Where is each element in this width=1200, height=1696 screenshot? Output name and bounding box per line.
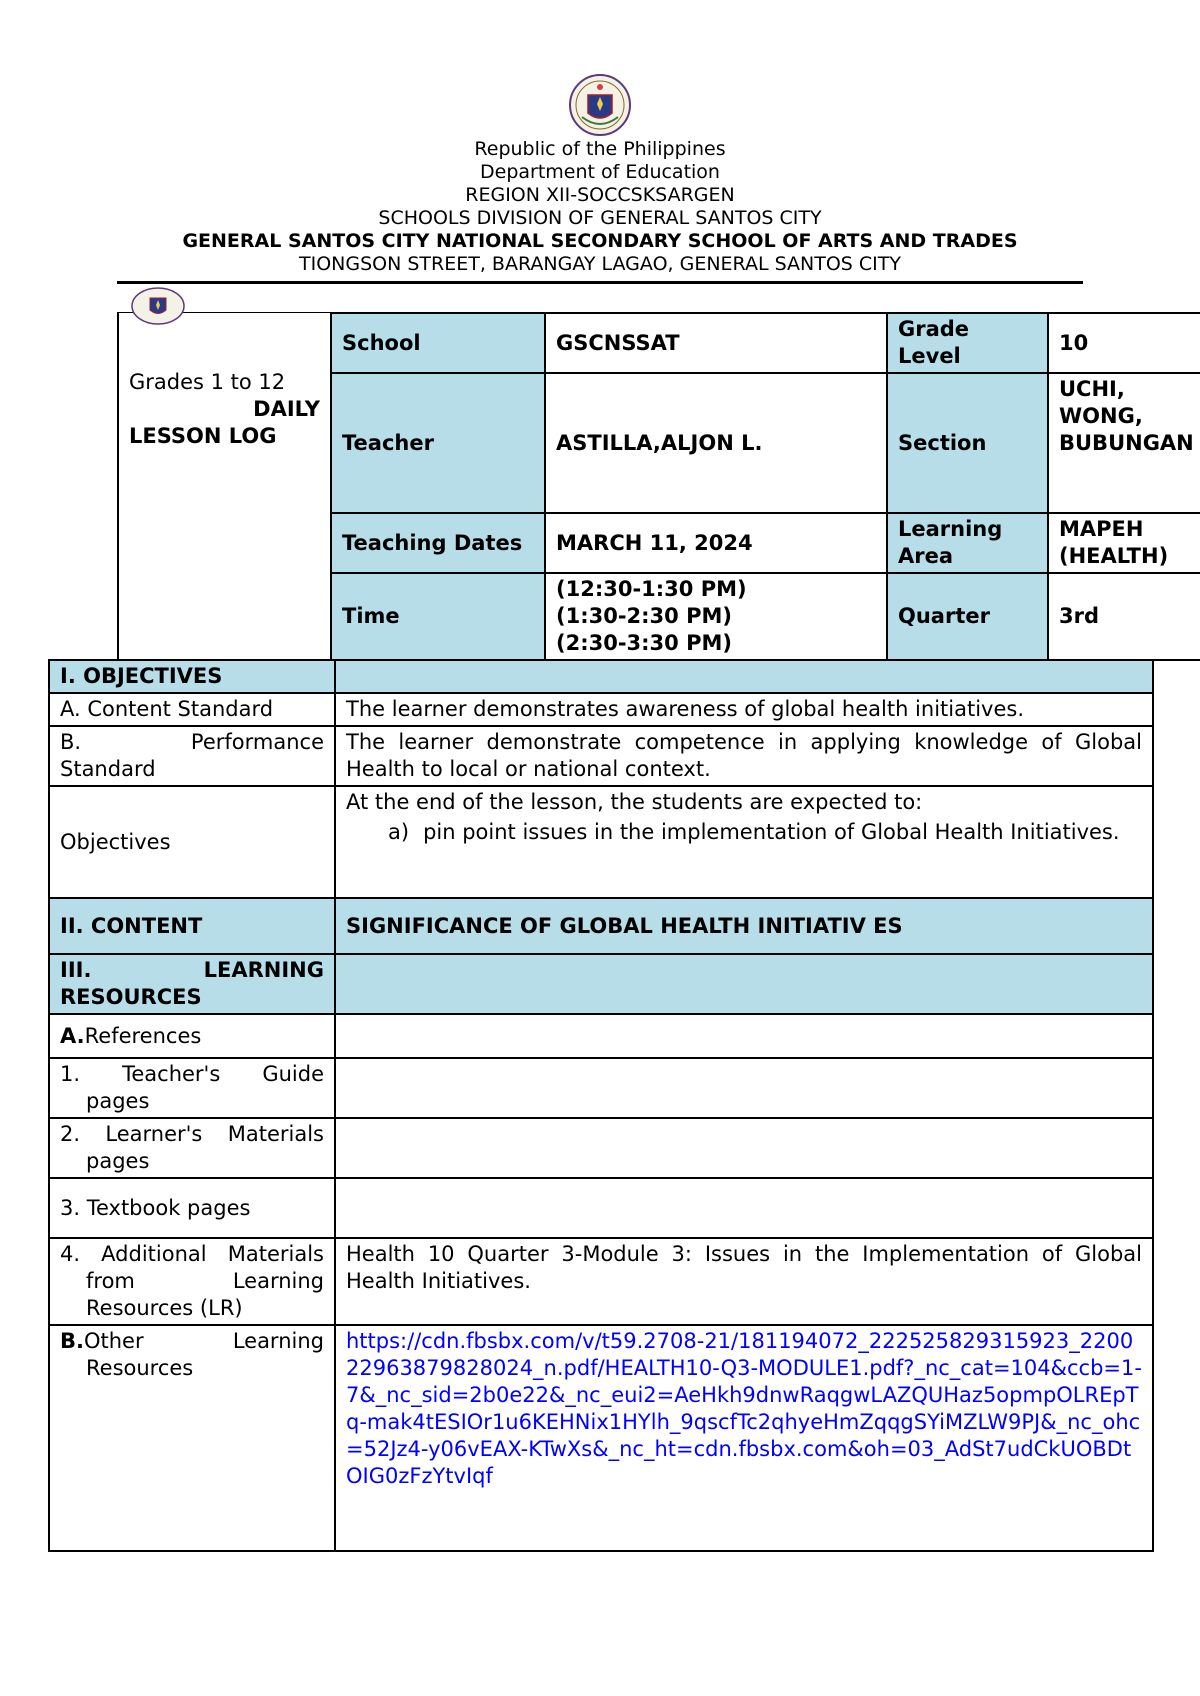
lesson-log-table [48, 659, 1154, 1552]
learning-area-label [887, 513, 1048, 573]
references-label [49, 1014, 335, 1058]
teachers-guide-label-1: 1. Teacher's Guide [60, 1062, 324, 1086]
learning-area-value [1048, 513, 1200, 573]
header-division: SCHOOLS DIVISION OF GENERAL SANTOS CITY [378, 207, 822, 229]
resources-heading-blank [335, 954, 1153, 1014]
teaching-dates-value: MARCH 11, 2024 [545, 513, 887, 573]
school-label: School [331, 313, 545, 373]
section-value-1: UCHI, [1059, 377, 1125, 401]
header-department: Department of Education [480, 161, 720, 183]
performance-standard-label [49, 726, 335, 786]
learning-area-label-2: Area [898, 544, 954, 568]
school-value: GSCNSSAT [545, 313, 887, 373]
lesson-info-table [117, 312, 1200, 661]
header-address: TIONGSON STREET, BARANGAY LAGAO, GENERAL SANTOS CITY [299, 253, 901, 275]
references-text: References [84, 1023, 202, 1048]
textbook-pages-blank [335, 1178, 1153, 1238]
learning-resources-heading [49, 954, 335, 1014]
time-value [545, 573, 887, 660]
resources-heading-2: RESOURCES [60, 985, 202, 1009]
teacher-value: ASTILLA,ALJON L. [545, 373, 887, 513]
objectives-item-text: pin point issues in the implementation of Global Health Initiatives. [423, 820, 1120, 844]
learners-materials-blank [335, 1118, 1153, 1178]
section-label: Section [887, 373, 1048, 513]
header-school-name: GENERAL SANTOS CITY NATIONAL SECONDARY SCHOOL OF ARTS AND TRADES [182, 230, 1018, 252]
lesson-log-label: LESSON LOG [129, 424, 277, 448]
grade-level-label: Grade Level [887, 313, 1048, 373]
header-region: REGION XII-SOCCSKSARGEN [465, 184, 735, 206]
objectives-intro: At the end of the lesson, the students are expected to: [346, 790, 923, 814]
learning-area-label-1: Learning [898, 517, 1003, 541]
references-marker: A. [60, 1023, 85, 1048]
additional-materials-label-3: Resources (LR) [86, 1296, 243, 1320]
teachers-guide-label-2: pages [86, 1089, 150, 1113]
other-resources-label-1 [60, 1328, 324, 1355]
references-blank [335, 1014, 1153, 1058]
learning-area-value-1: MAPEH [1059, 517, 1144, 541]
performance-value-2: Health to local or national context. [346, 757, 711, 781]
time-slot-3: (2:30-3:30 PM) [556, 631, 732, 655]
other-resources-label-2: Resources [86, 1356, 194, 1380]
content-value: SIGNIFICANCE OF GLOBAL HEALTH INITIATIV ES [335, 898, 1153, 954]
resources-heading-1: III. LEARNING [60, 958, 324, 982]
additional-materials-value-2: Health Initiatives. [346, 1269, 531, 1293]
performance-value-1: The learner demonstrate competence in applying knowledge of Global [346, 730, 1142, 754]
teachers-guide-label [49, 1058, 335, 1118]
document-header [0, 138, 1200, 276]
additional-materials-value [335, 1238, 1153, 1325]
objectives-value [335, 786, 1153, 898]
additional-materials-value-1: Health 10 Quarter 3-Module 3: Issues in the Implementation of Global [346, 1242, 1142, 1266]
objectives-heading-blank [335, 660, 1153, 693]
other-resources-link[interactable]: https://cdn.fbsbx.com/v/t59.2708-21/181194072_222525829315923_220022963879828024_n.pdf/HEALTH10-Q3-MODULE1.pdf?_nc_cat=104&ccb=1-7&_nc_sid=2b0e22&_nc_eui2=AeHkh9dnwRaqgwLAZQUHaz5opmpOLREpTq-mak4tESIOr1u6KEHNix1HYlh_9qscfTc2qhyeHmZqqgSYiMZLW9PJ&_nc_ohc=52Jz4-y06vEAX-KTwXs&_nc_ht=cdn.fbsbx.com&oh=03_AdSt7udCkUOBDtOIG0zFzYtvIqf [335, 1325, 1153, 1551]
time-slot-1: (12:30-1:30 PM) [556, 577, 747, 601]
textbook-pages-label: 3. Textbook pages [49, 1178, 335, 1238]
objectives-item-row [346, 818, 1142, 846]
performance-label-2: Standard [60, 757, 156, 781]
teaching-dates-label: Teaching Dates [331, 513, 545, 573]
section-value-2: WONG, [1059, 404, 1143, 428]
learners-materials-label [49, 1118, 335, 1178]
learning-area-value-2: (HEALTH) [1059, 544, 1169, 568]
time-label: Time [331, 573, 545, 660]
performance-label-1: B. Performance [60, 730, 324, 754]
learners-materials-label-1: 2. Learner's Materials [60, 1122, 324, 1146]
time-slot-2: (1:30-2:30 PM) [556, 604, 732, 628]
grades-label: Grades 1 to 12 [129, 370, 286, 394]
grade-level-value: 10 [1048, 313, 1200, 373]
section-value-3: BUBUNGAN [1059, 431, 1194, 455]
content-standard-label: A. Content Standard [49, 693, 335, 726]
objectives-label: Objectives [49, 786, 335, 898]
objectives-item-marker: a) [388, 820, 410, 844]
learners-materials-label-2: pages [86, 1149, 150, 1173]
header-divider [117, 281, 1083, 284]
section-value [1048, 373, 1200, 513]
daily-label: DAILY [253, 397, 320, 421]
additional-materials-label-1: 4. Additional Materials [60, 1242, 324, 1266]
content-heading: II. CONTENT [49, 898, 335, 954]
content-standard-value: The learner demonstrates awareness of global health initiatives. [335, 693, 1153, 726]
quarter-label: Quarter [887, 573, 1048, 660]
dll-title-cell [118, 313, 331, 660]
objectives-heading: I. OBJECTIVES [49, 660, 335, 693]
performance-standard-value [335, 726, 1153, 786]
other-resources-label [49, 1325, 335, 1551]
teachers-guide-blank [335, 1058, 1153, 1118]
other-resources-marker: B. [60, 1329, 84, 1353]
quarter-value: 3rd [1048, 573, 1200, 660]
teacher-label: Teacher [331, 373, 545, 513]
deped-seal-icon [568, 73, 632, 137]
header-republic: Republic of the Philippines [474, 138, 726, 160]
additional-materials-label [49, 1238, 335, 1325]
other-resources-label-1-text: Other Learning [83, 1329, 324, 1353]
additional-materials-label-2: from Learning [86, 1269, 324, 1293]
